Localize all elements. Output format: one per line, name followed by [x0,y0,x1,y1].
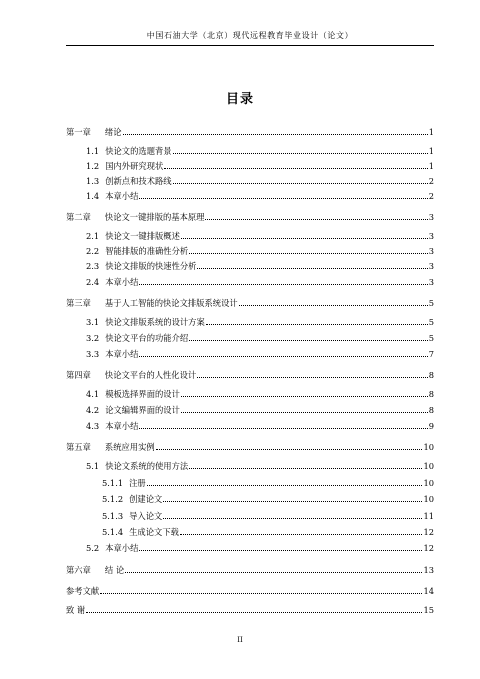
toc-entry-page: 14 [423,586,434,596]
toc-entry-label: 参考文献 [66,586,100,596]
toc-entry-page: 10 [423,478,434,488]
toc-entry-number: 5.1.3 [102,511,124,521]
toc-entry-label: 论文编辑界面的设计 [105,405,180,415]
toc-entry[interactable] [66,297,434,309]
toc-entry-label: 本章小结 [105,191,139,201]
toc-entry-number: 5.1.1 [102,478,124,488]
toc-entry-number: 第二章 [66,212,91,222]
toc-entry-page: 8 [428,389,434,399]
toc-entry-number: 第三章 [66,298,91,308]
toc-entry-number: 5.1.4 [102,527,124,537]
toc-entry-page: 5 [428,317,434,327]
toc-entry-number: 4.1 [86,389,100,399]
toc-entry[interactable] [86,542,434,554]
toc-entry-page: 8 [428,405,434,415]
toc-entry-label: 结 论 [104,565,125,575]
toc-entry-page: 10 [423,461,434,471]
toc-entry[interactable] [102,493,434,505]
toc-entry-label: 创新点和技术路线 [105,176,172,186]
dot-leader [189,246,428,254]
dot-leader [239,298,428,306]
dot-leader [125,565,422,573]
toc-entry-number: 4.3 [86,421,100,431]
toc-entry-label: 致 谢 [66,605,86,615]
toc-entry-label: 创建论文 [129,494,163,504]
toc-entry-page: 1 [428,161,434,171]
toc-entry-label: 快论文平台的人性化设计 [104,370,197,380]
dot-leader [180,527,423,535]
toc-entry[interactable] [86,460,434,472]
toc-entry-label: 快论文一键排版概述 [105,231,180,241]
toc-entry[interactable] [86,260,434,272]
dot-leader [206,317,428,325]
toc-entry[interactable] [86,388,434,400]
toc-entry[interactable] [86,348,434,360]
toc-entry[interactable] [66,441,434,453]
toc-entry[interactable] [66,211,434,223]
toc-entry-number: 2.2 [86,246,100,256]
toc-entry-number: 1.3 [86,176,100,186]
toc-entry-page: 1 [428,127,434,137]
toc-entry-label: 注册 [129,478,146,488]
toc-entry-label: 基于人工智能的快论文排版系统设计 [104,298,238,308]
toc-entry-page: 9 [428,421,434,431]
dot-leader [173,146,428,154]
toc-entry-page: 12 [423,527,434,537]
toc-entry-page: 10 [423,442,434,452]
toc-entry-page: 13 [423,565,434,575]
toc-entry-page: 3 [428,212,434,222]
toc-entry-label: 模板选择界面的设计 [105,389,180,399]
toc-entry[interactable] [66,126,434,138]
dot-leader [197,261,427,269]
dot-leader [156,442,423,450]
toc-entry-number: 5.1.2 [102,494,124,504]
toc-entry-page: 5 [428,298,434,308]
toc-entry-number: 2.4 [86,277,100,287]
toc-entry[interactable] [86,230,434,242]
toc-entry[interactable] [86,404,434,416]
toc-entry-number: 1.2 [86,161,100,171]
toc-entry-label: 本章小结 [105,277,139,287]
running-header: 中国石油大学（北京）现代远程教育毕业设计（论文） [66,30,434,46]
toc-entry-number: 2.1 [86,231,100,241]
toc-entry-page: 3 [428,261,434,271]
toc-entry-number: 5.2 [86,543,100,553]
toc-entry-label: 快论文排版系统的设计方案 [105,317,205,327]
toc-entry-page: 12 [423,543,434,553]
toc-entry-page: 3 [428,246,434,256]
dot-leader [181,389,428,397]
toc-entry[interactable] [102,477,434,489]
dot-leader [189,333,428,341]
toc-entry-number: 第一章 [66,127,91,137]
toc-entry[interactable] [66,585,434,597]
dot-leader [86,605,422,613]
toc-entry-label: 本章小结 [105,543,139,553]
dot-leader [173,176,428,184]
toc-entry-label: 生成论文下载 [129,527,179,537]
dot-leader [139,543,422,551]
toc-entry-page: 7 [428,349,434,359]
toc-entry[interactable] [86,190,434,202]
toc-entry-label: 本章小结 [105,421,139,431]
toc-entry-number: 第五章 [66,442,91,452]
toc-entry-label: 导入论文 [129,511,163,521]
toc-entry-label: 快论文的选题背景 [105,146,172,156]
toc-entry-page: 5 [428,333,434,343]
toc-entry-label: 快论文系统的使用方法 [105,461,189,471]
toc-entry[interactable] [86,332,434,344]
toc-entry-label: 快论文一键排版的基本原理 [104,212,205,222]
toc-entry-page: 15 [423,605,434,615]
dot-leader [139,277,427,285]
toc-entry[interactable] [86,245,434,257]
toc-entry-label: 国内外研究现状 [105,161,164,171]
toc-entry-number: 1.4 [86,191,100,201]
toc-entry-page: 2 [428,176,434,186]
toc-entry-page: 11 [423,511,434,521]
dot-leader [181,405,428,413]
toc-entry[interactable] [66,369,434,381]
dot-leader [197,370,428,378]
toc-entry-page: 1 [428,146,434,156]
toc-entry-page: 3 [428,277,434,287]
dot-leader [163,511,422,519]
toc-entry[interactable] [86,316,434,328]
toc-entry-page: 3 [428,231,434,241]
page-number: II [237,636,243,644]
toc-entry-label: 智能排版的准确性分析 [105,246,189,256]
toc-entry-number: 2.3 [86,261,100,271]
toc-entry-number: 3.2 [86,333,100,343]
toc-entry-page: 10 [423,494,434,504]
toc-entry-number: 3.1 [86,317,100,327]
dot-leader [147,478,423,486]
toc-title: 目录 [225,92,254,107]
dot-leader [163,494,422,502]
toc-entry-number: 第六章 [66,565,91,575]
toc-entry[interactable] [102,510,434,522]
toc-entry-number: 5.1 [86,461,100,471]
toc-entry-label: 系统应用实例 [104,442,155,452]
dot-leader [164,161,427,169]
dot-leader [205,212,427,220]
dot-leader [139,349,427,357]
toc-entry-page: 8 [428,370,434,380]
dot-leader [181,231,428,239]
dot-leader [139,191,427,199]
toc-entry-number: 1.1 [86,146,100,156]
toc-entry[interactable] [66,604,434,616]
dot-leader [189,461,422,469]
toc-entry-label: 本章小结 [105,349,139,359]
toc-entry[interactable] [86,175,434,187]
toc-entry-number: 3.3 [86,349,100,359]
toc-entry[interactable] [86,145,434,157]
toc-entry[interactable] [86,420,434,432]
toc-entry[interactable] [86,160,434,172]
dot-leader [123,127,428,135]
toc-entry[interactable] [86,276,434,288]
toc-entry[interactable] [102,526,434,538]
dot-leader [139,421,427,429]
toc-entry-number: 4.2 [86,405,100,415]
toc-entry-number: 第四章 [66,370,91,380]
toc-entry-page: 2 [428,191,434,201]
toc-entry[interactable] [66,564,434,576]
dot-leader [100,586,422,594]
toc-entry-label: 快论文排版的快速性分析 [105,261,197,271]
toc-entry-label: 绪论 [104,127,122,137]
toc-entry-label: 快论文平台的功能介绍 [105,333,189,343]
